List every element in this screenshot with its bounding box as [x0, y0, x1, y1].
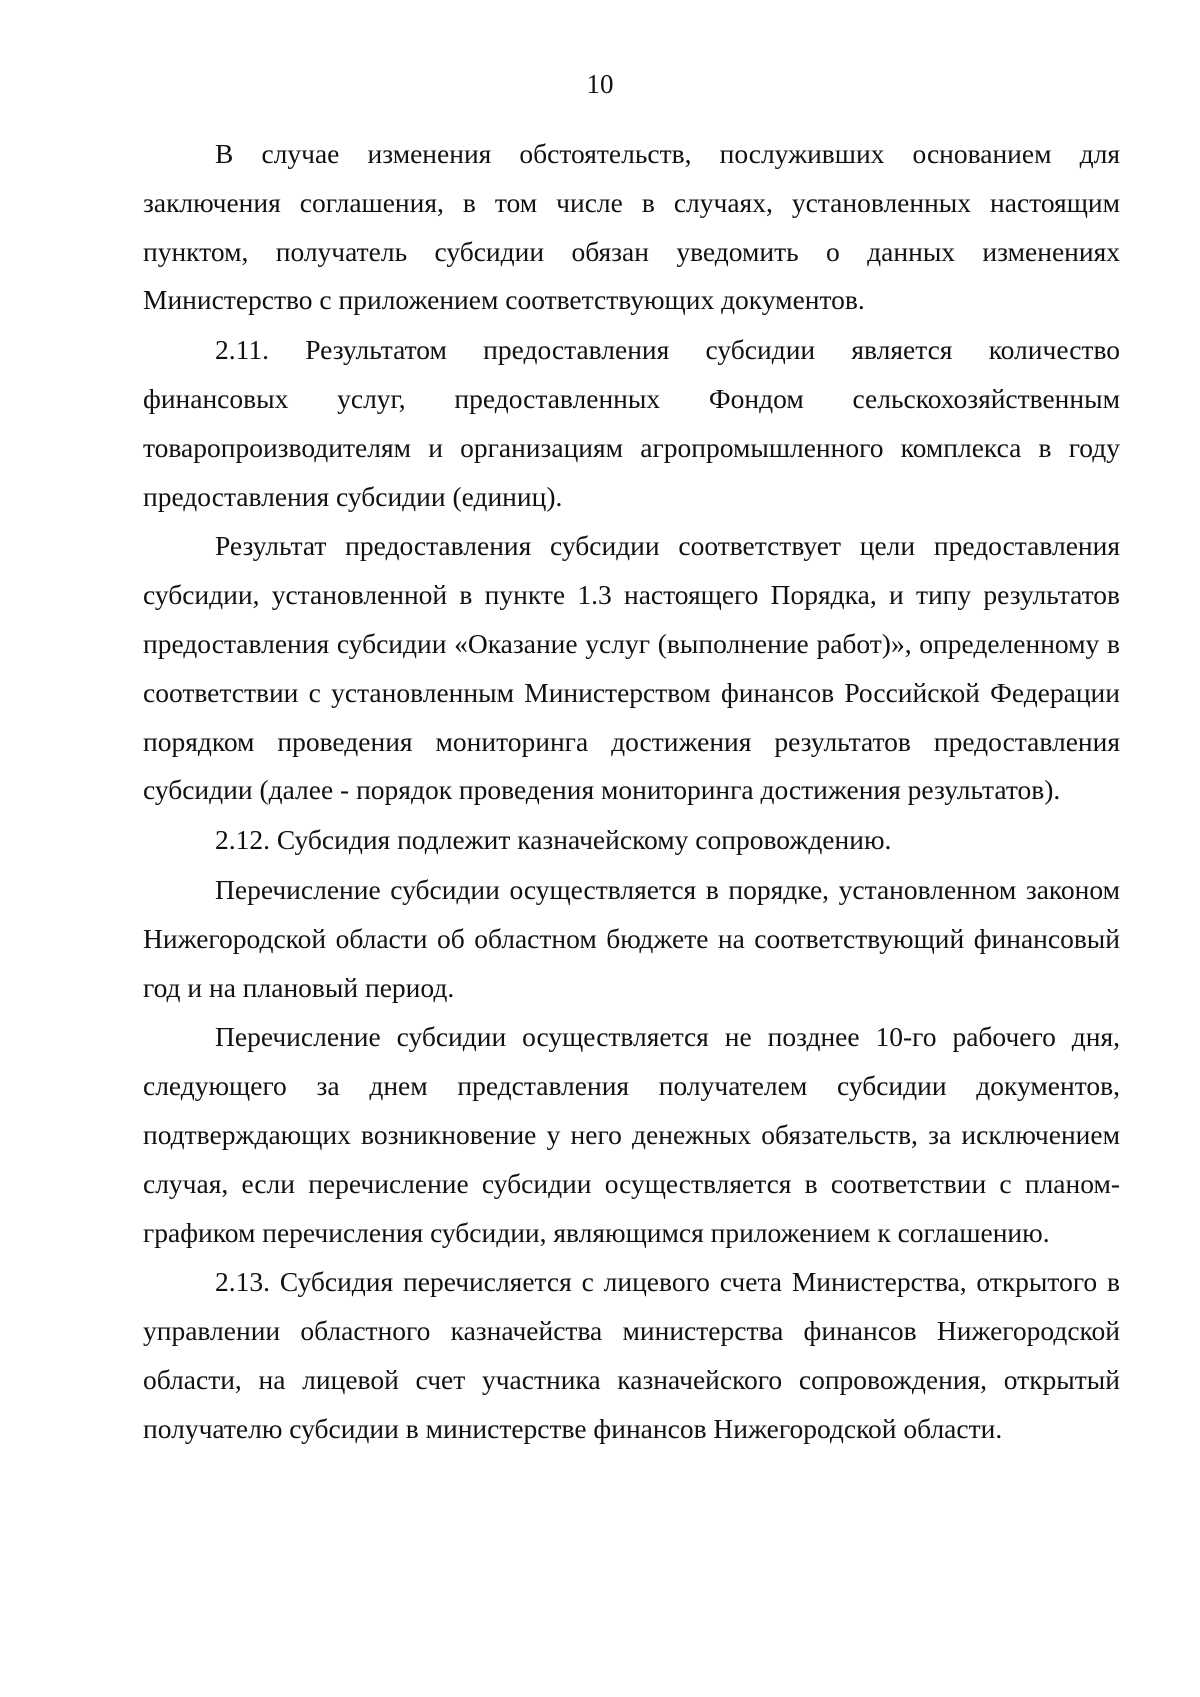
paragraph-notification-of-changes: В случае изменения обстоятельств, послуживших основанием для заключения соглашения, в том числе в случаях, установленных настоящим пунктом, получатель субсидии обязан уведомить о данных изменениях Министерство с приложением соответствующих документов.: [143, 138, 1120, 316]
document-body: [143, 130, 1120, 1455]
paragraph-2-12-treasury-support: 2.12. Субсидия подлежит казначейскому сопровождению.: [215, 824, 892, 856]
page-number: 10: [586, 69, 614, 99]
paragraph-transfer-procedure: Перечисление субсидии осуществляется в порядке, установленном законом Нижегородской области об областном бюджете на соответствующий финансовый год и на плановый период.: [143, 873, 1120, 1003]
paragraph-2-11-result: 2.11. Результатом предоставления субсидии является количество финансовых услуг, предоставленных Фондом сельскохозяйственным товаропроизводителям и организациям агропромышленного комплекса в году предоставления субсидии (единиц).: [143, 334, 1120, 512]
paragraph-result-correspondence: Результат предоставления субсидии соответствует цели предоставления субсидии, установленной в пункте 1.3 настоящего Порядка, и типу результатов предоставления субсидии «Оказание услуг (выполнение работ)», определенному в соответствии с установленным Министерством финансов Российской Федерации порядком проведения мониторинга достижения результатов предоставления субсидии (далее - порядок проведения мониторинга достижения результатов).: [143, 530, 1120, 806]
paragraph-2-13-transfer-account: 2.13. Субсидия перечисляется с лицевого счета Министерства, открытого в управлении областного казначейства министерства финансов Нижегородской области, на лицевой счет участника казначейского сопровождения, открытый получателю субсидии в министерстве финансов Нижегородской области.: [143, 1266, 1120, 1444]
paragraph-transfer-deadline: Перечисление субсидии осуществляется не позднее 10-го рабочего дня, следующего за днем представления получателем субсидии документов, подтверждающих возникновение у него денежных обязательств, за исключением случая, если перечисление субсидии осуществляется в соответствии с планом-графиком перечисления субсидии, являющимся приложением к соглашению.: [143, 1021, 1120, 1248]
